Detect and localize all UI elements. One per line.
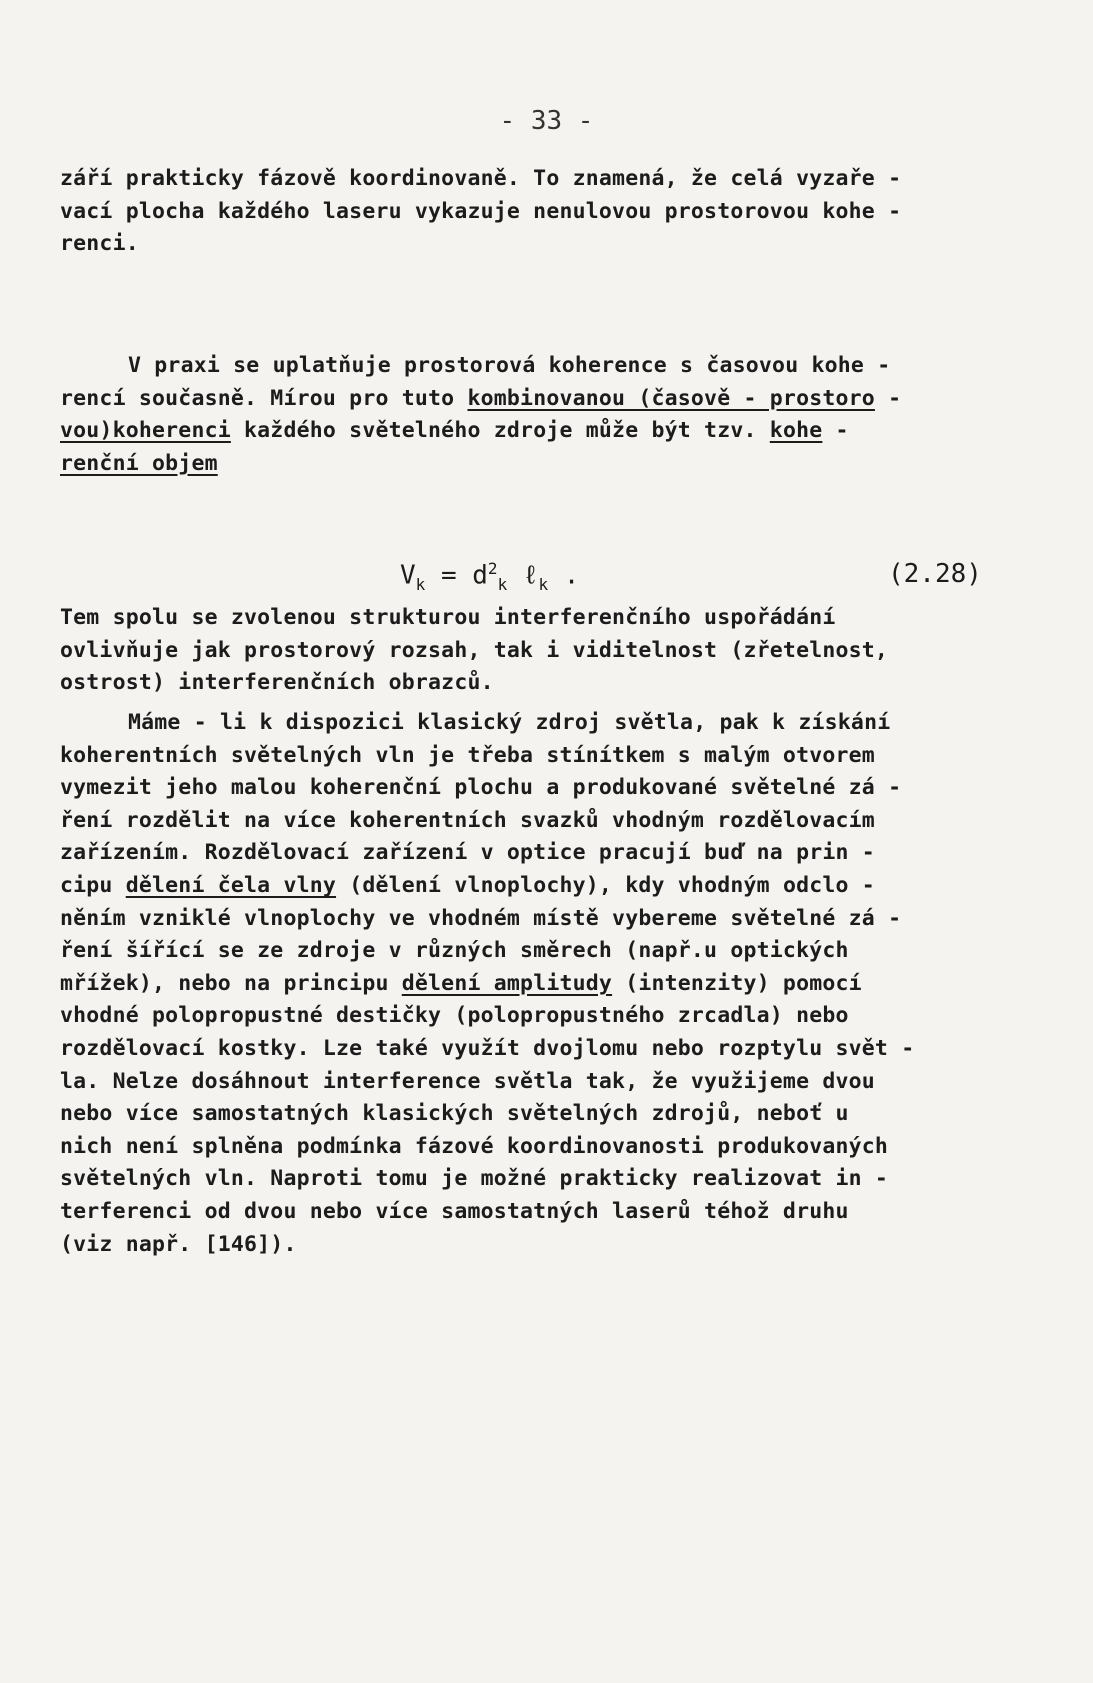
text-line: terferenci od dvou nebo více samostatných laserů téhož druhu — [60, 1198, 849, 1224]
equation-row — [0, 555, 1093, 605]
text-segment: (intenzity) pomocí — [612, 970, 862, 996]
underlined-term: vou)koherenci — [60, 418, 231, 444]
text-line — [60, 968, 1060, 1001]
text-line: koherentních světelných vln je třeba stínítkem s malým otvorem — [60, 742, 875, 768]
formula-superscript: 2 — [487, 559, 498, 578]
text-line: rozdělovací kostky. Lze také využít dvojlomu nebo rozptylu svět - — [60, 1035, 915, 1061]
text-line: zařízením. Rozdělovací zařízení v optice pracují buď na prin - — [60, 840, 875, 866]
text-line: nich není splněna podmínka fázové koordinovanosti produkovaných — [60, 1133, 889, 1159]
equation-formula — [400, 559, 579, 594]
text-line: vací plocha každého laseru vykazuje nenulovou prostorovou kohe - — [60, 198, 902, 224]
paragraph-2 — [60, 350, 1060, 480]
text-line: ření šířící se ze zdroje v různých směrech (např.u optických — [60, 938, 849, 964]
text-line: Tem spolu se zvolenou strukturou interferenčního uspořádání — [60, 605, 836, 630]
text-line — [60, 870, 1060, 903]
paragraph-3 — [60, 602, 1060, 700]
equation-number: (2.28) — [888, 559, 982, 589]
text-segment: rencí současně. Mírou pro tuto — [60, 385, 468, 411]
text-line — [60, 415, 1060, 448]
formula-part: V — [400, 560, 416, 591]
text-line: Máme - li k dispozici klasický zdroj světla, pak k získání — [128, 710, 891, 735]
paragraph-4 — [60, 707, 1060, 1261]
formula-subscript: k — [538, 574, 549, 594]
text-segment: mřížek), nebo na principu — [60, 970, 402, 996]
text-line: vhodné polopropustné destičky (polopropustného zrcadla) nebo — [60, 1003, 849, 1029]
text-segment: cipu — [60, 872, 126, 898]
text-line: ovlivňuje jak prostorový rozsah, tak i viditelnost (zřetelnost, — [60, 637, 889, 663]
underlined-term: kohe — [769, 418, 823, 444]
text-segment: - — [822, 418, 849, 444]
text-line: září prakticky fázově koordinovaně. To znamená, že celá vyzaře - — [60, 166, 902, 191]
text-line — [60, 383, 1060, 416]
underlined-term: renční objem — [60, 450, 218, 476]
formula-part: = d — [425, 560, 488, 591]
text-line: V praxi se uplatňuje prostorová koherence s časovou kohe - — [128, 353, 891, 378]
text-line: (viz např. [146]). — [60, 1231, 297, 1257]
formula-subscript: k — [497, 574, 508, 594]
text-segment: (dělení vlnoplochy), kdy vhodným odclo - — [336, 872, 875, 898]
paragraph-1 — [60, 163, 1060, 261]
text-line: vymezit jeho malou koherenční plochu a produkované světelné zá - — [60, 775, 902, 801]
page-number: - 33 - — [499, 106, 594, 136]
formula-subscript: k — [415, 574, 426, 594]
text-line: ření rozdělit na více koherentních svazků vhodným rozdělovacím — [60, 807, 875, 833]
underlined-term: dělení amplitudy — [401, 970, 613, 996]
text-line: renci. — [60, 231, 139, 257]
formula-part: . — [548, 560, 580, 591]
text-line: la. Nelze dosáhnout interference světla tak, že využijeme dvou — [60, 1068, 875, 1094]
text-line: světelných vln. Naproti tomu je možné prakticky realizovat in - — [60, 1166, 889, 1192]
text-segment: - — [874, 385, 902, 411]
underlined-term: dělení čela vlny — [125, 872, 337, 898]
text-line: nebo více samostatných klasických světelných zdrojů, neboť u — [60, 1101, 849, 1127]
underlined-term: kombinovanou (časově - prostoro — [467, 385, 875, 411]
text-segment: každého světelného zdroje může být tzv. — [230, 418, 770, 444]
formula-part: ℓ — [507, 560, 539, 591]
text-line — [60, 448, 1060, 481]
text-line: ostrost) interferenčních obrazců. — [60, 670, 494, 696]
text-line: něním vzniklé vlnoplochy ve vhodném místě vybereme světelné zá - — [60, 905, 902, 931]
